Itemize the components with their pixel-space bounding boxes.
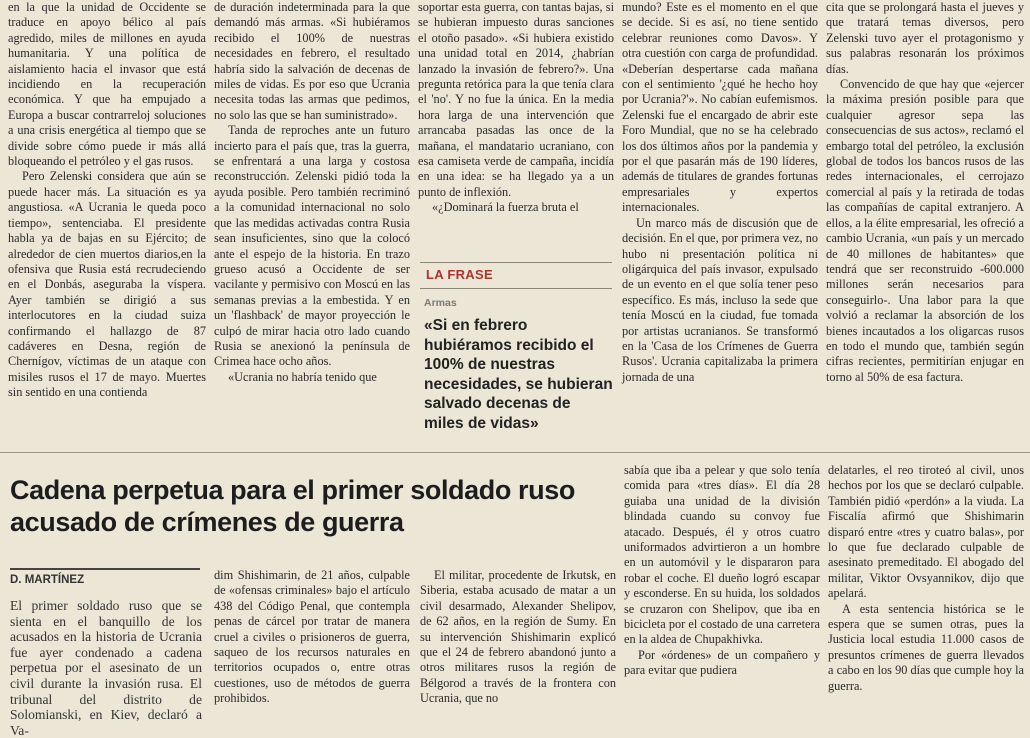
lead-paragraph: El primer soldado ruso que se sienta en el banquillo de los acusados en la historia de Ucrania fue ayer condenado a cadena perpetua por el asesinato de un civil durante la invasión rusa. El tribunal del distrito de Solomianski, en Kiev, declaró a Va- — [10, 598, 202, 738]
frase-label-rule — [420, 288, 612, 289]
paragraph: de duración indeterminada para la que demandó más armas. «Si hubiéramos recibido el 100% de nuestras necesidades en febrero, el resultado habría sido la salvación de decenas de miles de vidas. Es por eso que Ucrania necesita todas las armas que pedimos, no solo las que se han suministrado». — [214, 0, 410, 122]
frase-category: Armas — [424, 297, 457, 309]
upper-column-1 — [8, 0, 206, 436]
byline: D. MARTÍNEZ — [10, 574, 85, 586]
frase-top-rule — [420, 262, 612, 263]
paragraph: sabía que iba a pelear y que solo tenía comida para «tres días». El día 28 guiaba una unidad de la división blindada cuando su convoy fue atacado. Después, él y otros cuatro uniformados advirtieron a un hombre en un automóvil y le dispararon para robar el coche. El dueño logró escapar y esconderse. En su huida, los soldados se cruzaron con Shelipov, que iba en bicicleta por el costado de una carretera en la aldea de Chupakhivka. — [624, 463, 820, 647]
paragraph: Pero Zelenski considera que aún se puede hacer más. La situación es ya angustiosa. «A Ucrania le queda poco tiempo», sentenciaba. El presidente habla ya de bajas en su Ejército; de alrededor de cien muertos diarios,en la ofensiva que Rusia está recrudeciendo en el Donbás, aseguraba la víspera. Ayer también se dirigió a sus interlocutores en la ciudad suiza confirmando el hallazgo de 87 cadáveres en Desna, región de Chernígov, víctimas de un ataque con misiles rusos el 17 de mayo. Muertes sin sentido en una contienda — [8, 169, 206, 400]
paragraph: mundo? Este es el momento en el que se decide. Si es así, no tiene sentido celebrar reuniones como Davos». Y otra cuestión con carga de profundidad. «Deberían despertarse cada mañana con el sentimiento '¿qué he hecho hoy por Ucrania?'». No cabían eufemismos. Zelenski fue el encargado de abrir este Foro Mundial, que no se ha celebrado los dos últimos años por la pandemia y por el que pasarán más de 190 líderes, además de titulares de grandes fortunas empresariales y expertos internacionales. — [622, 0, 818, 215]
upper-column-2 — [214, 0, 410, 436]
byline-rule — [10, 568, 200, 570]
paragraph: Por «órdenes» de un compañero y para evitar que pudiera — [624, 647, 820, 678]
lower-column-4 — [624, 463, 820, 727]
pull-quote: «Si en febrero hubiéramos recibido el 100% de nuestras necesidades, se hubieran salvado decenas de miles de vidas» — [424, 317, 613, 432]
paragraph: en la que la unidad de Occidente se traduce en apoyo bélico al país agredido, miles de millones en ayuda humanitaria. Y una política de aislamiento hacia el invasor que está incidiendo en la recuperación económica. Y que ha empujado a Europa a buscar contrarreloj soluciones a una crisis energética al tiempo que se divide sobre cómo puede ir más allá bloqueando el petróleo y el gas rusos. — [8, 0, 206, 169]
article-headline: Cadena perpetua para el primer soldado ruso acusado de crímenes de guerra — [10, 475, 575, 537]
paragraph: El militar, procedente de Irkutsk, en Siberia, estaba acusado de matar a un civil desarmado, Alexander Shelipov, de 62 años, en la región de Sumy. En su intervención Shishimarin explicó que el 24 de febrero abandonó junto a otros militares rusos la región de Bélgorod a través de la frontera con Ucrania, que no — [420, 568, 616, 706]
section-divider — [0, 452, 1030, 453]
paragraph: «¿Dominará la fuerza bruta el — [432, 200, 579, 215]
lower-column-5 — [828, 463, 1024, 727]
lower-column-3 — [420, 568, 616, 727]
upper-column-4 — [622, 0, 818, 436]
paragraph: Un marco más de discusión que de decisión. En el que, por primera vez, no hubo ni presentación política ni oligárquica del país invasor, expulsado de un evento en el que solía tener peso específico. Es más, incluso la sede que tenía Moscú en la ciudad, fue tomada por artistas ucranianos. Se transformó en la 'Casa de los Crímenes de Guerra Rusos'. Ucrania capitalizaba la primera jornada de una — [622, 215, 818, 384]
lower-column-1-lead — [10, 598, 202, 738]
paragraph: «Ucrania no habría tenido que — [228, 369, 377, 384]
paragraph: cita que se prolongará hasta el jueves y que tratará temas diversos, pero Zelenski tuvo ayer el protagonismo y sus palabras resonarán los próximos días. — [826, 0, 1024, 76]
paragraph: soportar esta guerra, con tantas bajas, si se hubieran impuesto duras sanciones el otoño pasado». «Si hubiera existido una unidad total en 2014, ¿habrían lanzado la invasión de febrero?». Una pregunta retórica para la que tenía clara el 'no'. Y no fue la única. En la media hora larga de una intervención que arrancaba pasadas las once de la mañana, el mandatario ucraniano, con esa camiseta verde de campaña, incidía en una idea: se ha llegado ya a un punto de inflexión. — [418, 0, 614, 199]
paragraph: Tanda de reproches ante un futuro incierto para el país que, tras la guerra, se enfrentará a una larga y costosa reconstrucción. Zelenski pidió toda la ayuda posible. Pero también recriminó a la comunidad internacional no solo que las medidas activadas contra Rusia sean insuficientes, sino que la colocó ante el espejo de la historia. En trazo grueso acusó a Occidente de ser vacilante y permisivo con Moscú en las semanas previas a la embestida. Y en un 'flashback' de mayor proyección le culpó de mirar hacia otro lado cuando Rusia se anexionó la península de Crimea hace ocho años. — [214, 123, 410, 369]
frase-label: LA FRASE — [426, 267, 493, 282]
paragraph: dim Shishimarin, de 21 años, culpable de «ofensas criminales» bajo el artículo 438 del Código Penal, que contempla penas de cárcel por tratar de manera cruel a civiles o prisioneros de guerra, saqueo de los recursos naturales en territorios ocupados o, entre otras cuestiones, uso de métodos de guerra prohibidos. — [214, 568, 410, 706]
paragraph: Convencido de que hay que «ejercer la máxima presión posible para que cualquier agresor sepa las consecuencias de sus actos», reclamó el embargo total del petróleo, la exclusión global de todos los bancos rusos de las redes internacionales, el cerrojazo comercial al país y la retirada de todas las compañías de capital extranjero. A ellos, a la élite empresarial, les ofreció a cambio Ucrania, «un país y un mercado de 40 millones de habitantes» que tendrá que ser reconstruido -600.000 millones serán necesarios para conseguirlo-. Una labor para la que volvió a reclamar la absorción de los bienes incautados a los oligarcas rusos en todo el mundo que, también según cifras recientes, permitirían enjugar en torno al 50% de esa factura. — [826, 77, 1024, 384]
lower-column-2 — [214, 568, 410, 727]
paragraph: delatarles, el reo tiroteó al civil, unos hechos por los que se declaró culpable. También pidió «perdón» a la viuda. La Fiscalía afirmó que Shishimarin disparó entre «tres y cuatro balas», por lo que fue declarado culpable de asesinato premeditado. El abogado del militar, Viktor Ovsyannikov, dijo que apelará. — [828, 463, 1024, 601]
upper-column-5 — [826, 0, 1024, 436]
paragraph: A esta sentencia histórica se le espera que se sumen otras, pues la Justicia local estudia 11.000 casos de presuntos crímenes de guerra llevados a cabo en los 90 días que cumple hoy la guerra. — [828, 601, 1024, 693]
upper-column-3 — [418, 0, 614, 258]
